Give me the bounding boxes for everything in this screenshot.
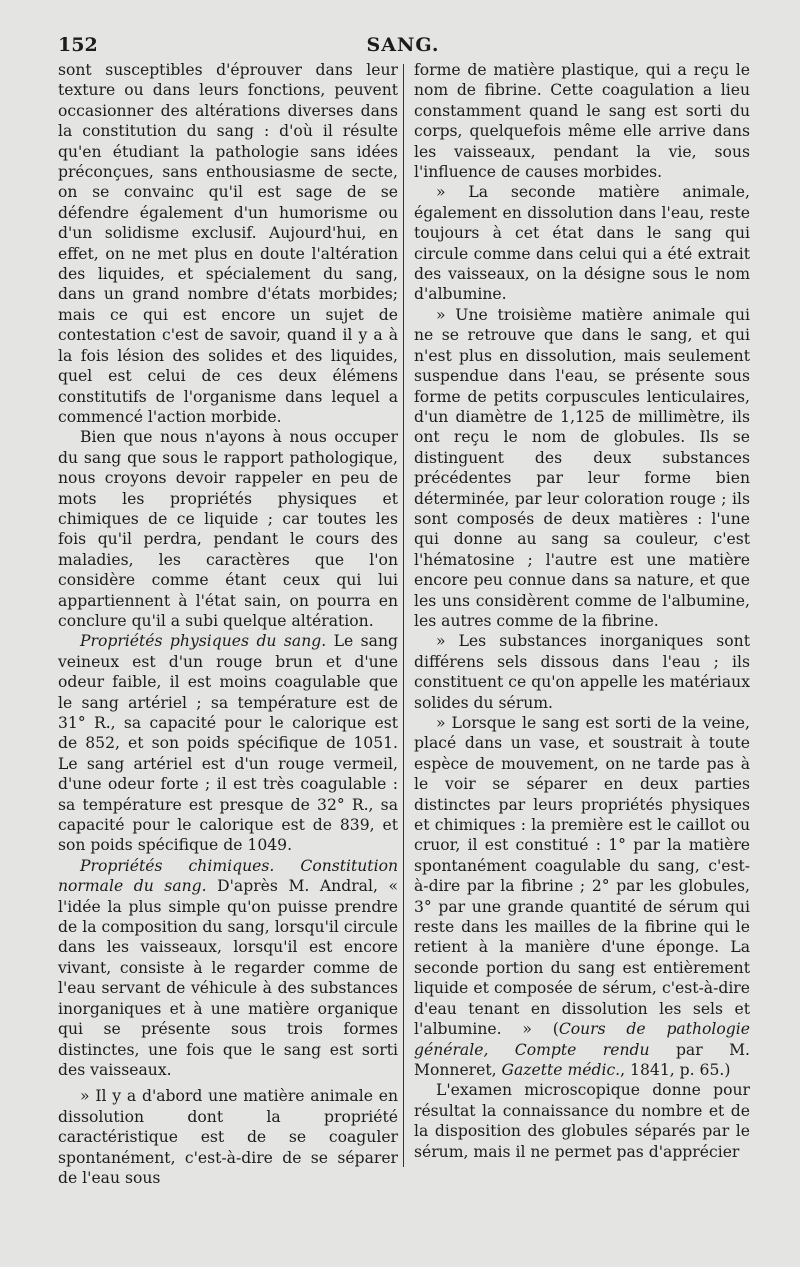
page-header xyxy=(58,34,748,56)
section-heading: Propriétés chimiques. Constitution normale du sang. xyxy=(58,856,398,896)
paragraph: L'examen microscopique donne pour résultat la connaissance du nombre et de la disposition des globules séparés par le sérum, mais il ne permet pas d'apprécier xyxy=(414,1081,750,1161)
column-divider xyxy=(403,64,404,1167)
right-column xyxy=(414,60,750,1162)
running-title: SANG. xyxy=(366,34,440,56)
paragraph xyxy=(58,631,398,855)
citation-journal: Gazette médic. xyxy=(501,1060,621,1079)
citation-title: Cours de pathologie générale, Compte rendu xyxy=(414,1020,750,1059)
paragraph: » Il y a d'abord une matière animale en dissolution dont la propriété caractéristique est de se coaguler spontanément, c'est-à-dire de se séparer de l'eau sous xyxy=(58,1087,398,1187)
paragraph-text: Le sang veineux est d'un rouge brun et d'une odeur faible, il est moins coagulable que le sang artériel ; sa température est de 31° R., sa capacité pour le calorique est de 852, et son poids spécifique de 1051. Le sang artériel est d'un rouge vermeil, d'une odeur forte ; il est très coagulable : sa température est presque de 32° R., sa capacité pour le calorique est de 839, et son poids spécifique de 1049. xyxy=(58,632,398,855)
page-number: 152 xyxy=(58,34,98,56)
paragraph: Bien que nous n'ayons à nous occuper du sang que sous le rapport pathologique, nous croyons devoir rappeler en peu de mots les propriétés physiques et chimiques de ce liquide ; car toutes les fois qu'il perdra, pendant le cours des maladies, les caractères que l'on considère comme étant ceux qui lui appartiennent à l'état sain, on pourra en conclure qu'il a subi quelque altération. xyxy=(58,428,398,630)
paragraph: forme de matière plastique, qui a reçu le nom de fibrine. Cette coagulation a lieu constamment quand le sang est sorti du corps, quelquefois même elle arrive dans les vaisseaux, pendant la vie, sous l'influence de causes morbides. xyxy=(414,61,750,182)
paragraph-text: D'après M. Andral, « l'idée la plus simple qu'on puisse prendre de la composition du sang, lorsqu'il circule dans les vaisseaux, lorsqu'il est encore vivant, consiste à le regarder comme de l'eau servant de véhicule à des substances inorganiques et à une matière organique qui se présente sous trois formes distinctes, une fois que le sang est sorti des vaisseaux. xyxy=(58,877,398,1079)
paragraph xyxy=(58,856,398,1080)
citation-text: par M. Monneret, xyxy=(414,1040,751,1079)
paragraph-text: » Lorsque le sang est sorti de la veine, placé dans un vase, et soustrait à toute espèce de mouvement, on ne tarde pas à le voir se séparer en deux parties distinctes par leurs propriétés physiques et chimiques : la première est le caillot ou cruor, il est constitué : 1° par la matière spontanément coagulable du sang, c'est-à-dire par la fibrine ; 2° par les globules, 3° par une grande quantité de sérum qui reste dans les mailles de la fibrine qui le retient à la manière d'une éponge. La seconde portion du sang est entièrement liquide et composée de sérum, c'est-à-dire d'eau tenant en dissolution les sels et l'albumine. » ( xyxy=(414,714,750,1039)
section-heading: Propriétés physiques du sang. xyxy=(80,632,327,651)
paragraph: sont susceptibles d'éprouver dans leur texture ou dans leurs fonctions, peuvent occasionner des altérations diverses dans la constitution du sang : d'où il résulte qu'en étudiant la pathologie sans idées préconçues, sans enthousiasme de secte, on se convainc qu'il est sage de se défendre également d'un humorisme ou d'un solidisme exclusif. Aujourd'hui, en effet, on ne met plus en doute l'altération des liquides, et spécialement du sang, dans un grand nombre d'états morbides; mais ce qui est encore un sujet de contestation c'est de savoir, quand il y a à la fois lésion des solides et des liquides, quel est celui de ces deux élémens constitutifs de l'organisme dans lequel a commencé l'action morbide. xyxy=(58,61,398,426)
left-column xyxy=(58,60,398,1188)
paragraph: » Une troisième matière animale qui ne se retrouve que dans le sang, et qui n'est plus en dissolution, mais seulement suspendue dans l'eau, se présente sous forme de petits corpuscules lenticulaires, d'un diamètre de 1,125 de millimètre, ils ont reçu le nom de globules. Ils se distinguent des deux substances précédentes par leur forme bien déterminée, par leur coloration rouge ; ils sont composés de deux matières : l'une qui donne au sang sa couleur, c'est l'hématosine ; l'autre est une matière encore peu connue dans sa nature, et que les uns considèrent comme de l'albumine, les autres comme de la fibrine. xyxy=(414,305,750,630)
citation-text: , 1841, p. 65.) xyxy=(620,1060,731,1079)
paragraph: » Les substances inorganiques sont différens sels dissous dans l'eau ; ils constituent ce qu'on appelle les matériaux solides du sérum. xyxy=(414,632,750,712)
paragraph xyxy=(414,713,750,1080)
paragraph: » La seconde matière animale, également en dissolution dans l'eau, reste toujours à cet état dans le sang qui circule comme dans celui qui a été extrait des vaisseaux, on la désigne sous le nom d'albumine. xyxy=(414,183,750,304)
